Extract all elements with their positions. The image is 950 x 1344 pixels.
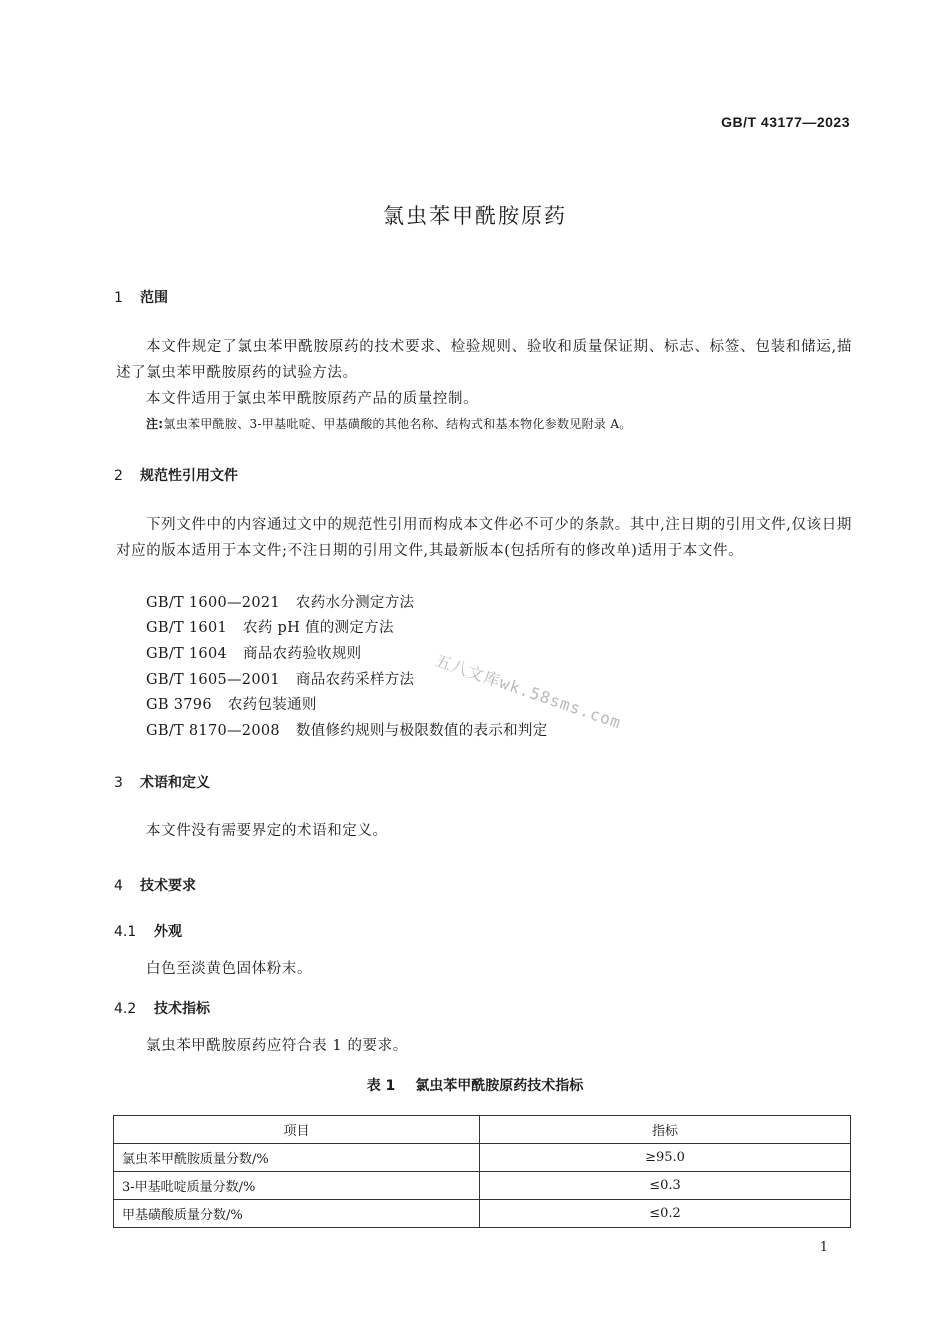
section-2-paragraph: 下列文件中的内容通过文中的规范性引用而构成本文件必不可少的条款。其中,注日期的引用文件,仅该日期对应的版本适用于本文件;不注日期的引用文件,其最新版本(包括所有的修改单)适用于本文件。	[116, 517, 852, 559]
note-text: 氯虫苯甲酰胺、3-甲基吡啶、甲基磺酸的其他名称、结构式和基本物化参数见附录 A。	[163, 417, 632, 431]
section-1-note	[146, 415, 632, 432]
section-4-1-heading	[114, 921, 182, 941]
watermark: 五八文库wk.58sms.com	[432, 650, 624, 733]
table-cell-item: 甲基磺酸质量分数/%	[114, 1200, 480, 1228]
table-cell-value: ≥95.0	[480, 1144, 851, 1172]
table-number: 表 1	[366, 1078, 396, 1094]
section-title: 技术指标	[154, 1001, 210, 1017]
document-title: 氯虫苯甲酰胺原药	[383, 204, 567, 228]
section-title: 规范性引用文件	[140, 468, 238, 484]
spec-table	[113, 1115, 851, 1228]
section-3-paragraph: 本文件没有需要界定的术语和定义。	[146, 823, 388, 839]
table-cell-value: ≤0.2	[480, 1200, 851, 1228]
standard-code: GB/T 43177—2023	[721, 114, 850, 130]
section-4-2-text: 氯虫苯甲酰胺原药应符合表 1 的要求。	[146, 1038, 408, 1054]
reference-code: GB/T 1604	[146, 646, 228, 662]
reference-code: GB/T 8170—2008	[146, 723, 280, 739]
table-caption	[0, 1075, 950, 1095]
table-header-row	[114, 1116, 851, 1144]
table-header-cell: 指标	[480, 1116, 851, 1144]
section-1-heading	[114, 287, 168, 307]
table-cell-item: 氯虫苯甲酰胺质量分数/%	[114, 1144, 480, 1172]
reference-code: GB/T 1600—2021	[146, 595, 280, 611]
section-number: 4	[114, 878, 123, 894]
section-title: 术语和定义	[140, 775, 210, 791]
reference-item	[146, 642, 361, 663]
note-label: 注:	[146, 417, 164, 431]
section-1-paragraph-2: 本文件适用于氯虫苯甲酰胺原药产品的质量控制。	[146, 391, 479, 407]
table-title: 氯虫苯甲酰胺原药技术指标	[415, 1078, 584, 1094]
table-row	[114, 1144, 851, 1172]
reference-item	[146, 616, 394, 637]
table-cell-value: ≤0.3	[480, 1172, 851, 1200]
reference-title: 数值修约规则与极限数值的表示和判定	[295, 723, 548, 739]
section-1-paragraph-1: 本文件规定了氯虫苯甲酰胺原药的技术要求、检验规则、验收和质量保证期、标志、标签、包装和储运,描述了氯虫苯甲酰胺原药的试验方法。	[116, 339, 852, 381]
section-3-heading	[114, 772, 210, 792]
reference-title: 商品农药采样方法	[295, 672, 415, 688]
reference-code: GB/T 1605—2001	[146, 672, 280, 688]
table-row	[114, 1172, 851, 1200]
table-header-cell: 项目	[114, 1116, 480, 1144]
reference-item	[146, 693, 317, 714]
table-cell-item: 3-甲基吡啶质量分数/%	[114, 1172, 480, 1200]
section-number: 4.1	[114, 924, 137, 940]
section-title: 范围	[140, 290, 168, 306]
section-number: 1	[114, 290, 123, 306]
section-number: 3	[114, 775, 123, 791]
reference-title: 农药 pH 值的测定方法	[243, 620, 394, 636]
reference-title: 农药水分测定方法	[295, 595, 415, 611]
section-2-heading	[114, 465, 238, 485]
section-4-1-text: 白色至淡黄色固体粉末。	[146, 961, 313, 977]
section-number: 2	[114, 468, 123, 484]
reference-item	[146, 719, 548, 740]
reference-item	[146, 591, 414, 612]
section-title: 外观	[154, 924, 182, 940]
reference-title: 农药包装通则	[227, 697, 317, 713]
table-row	[114, 1200, 851, 1228]
section-4-heading	[114, 875, 196, 895]
section-4-2-heading	[114, 998, 210, 1018]
reference-item	[146, 668, 414, 689]
reference-code: GB/T 1601	[146, 620, 228, 636]
section-number: 4.2	[114, 1001, 137, 1017]
reference-code: GB 3796	[146, 697, 212, 713]
reference-title: 商品农药验收规则	[243, 646, 362, 662]
section-title: 技术要求	[140, 878, 196, 894]
page-number: 1	[819, 1240, 828, 1255]
